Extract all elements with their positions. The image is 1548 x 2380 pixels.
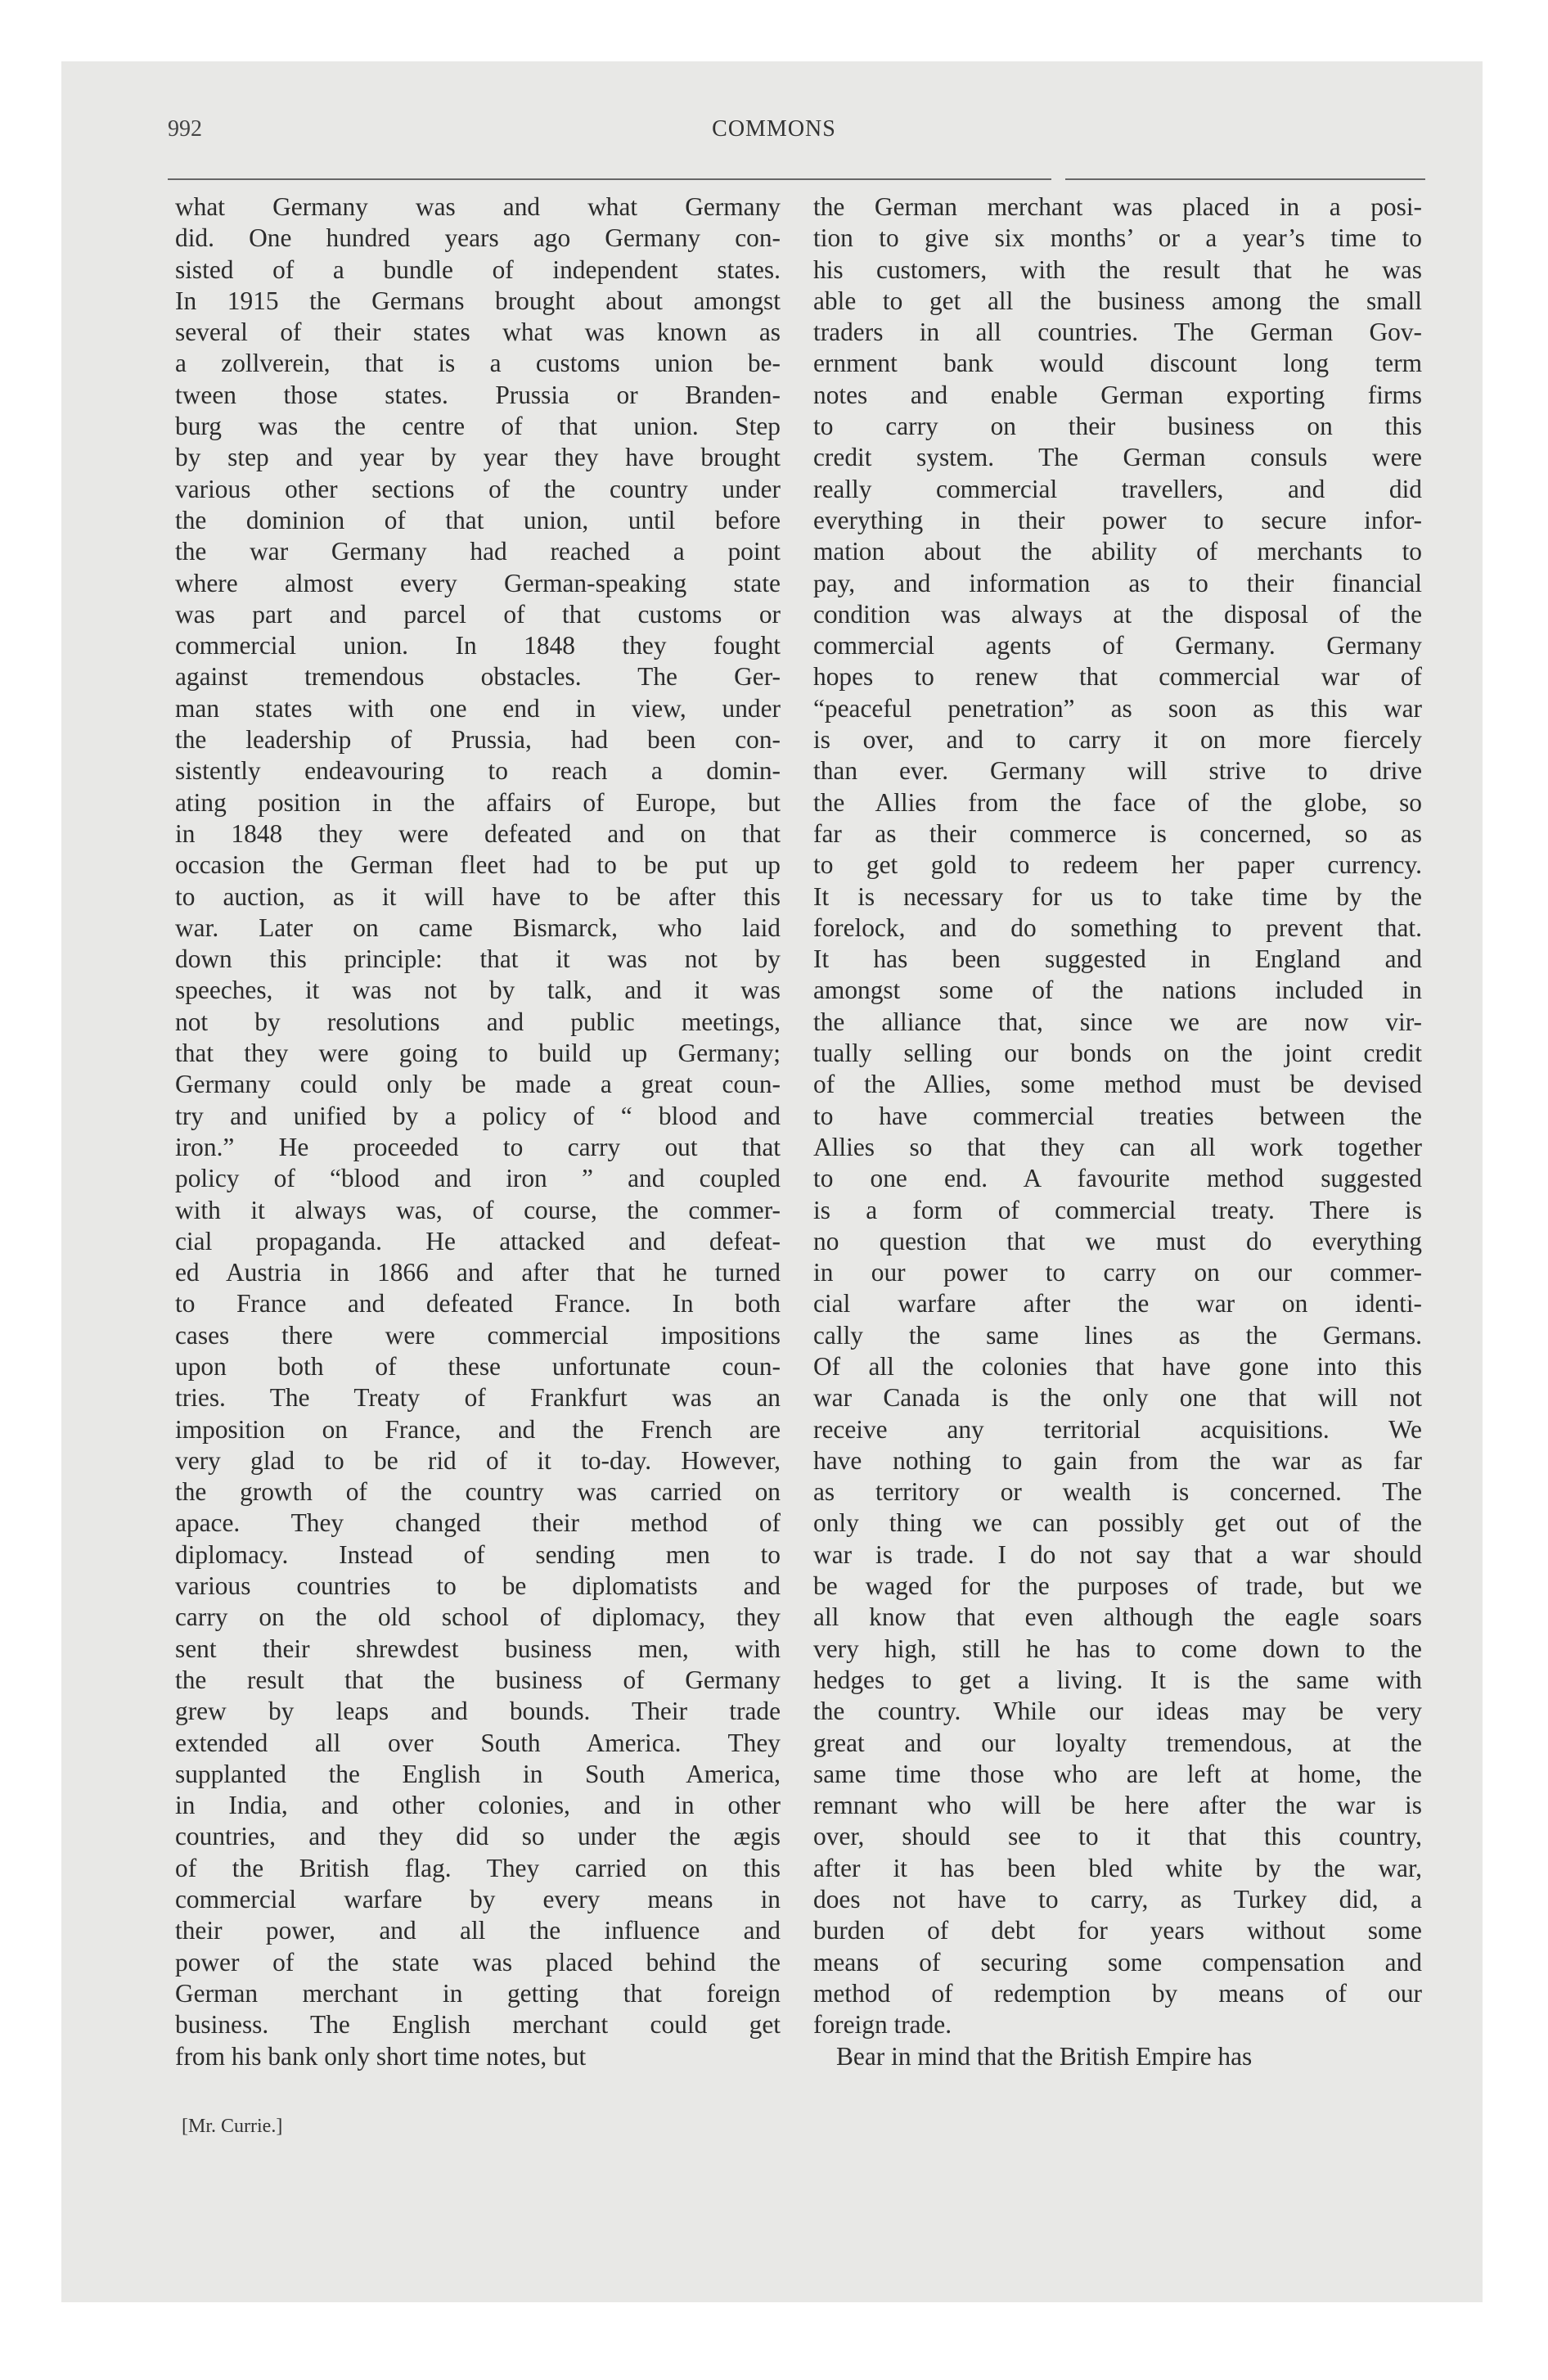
text-line: tries. The Treaty of Frankfurt was an	[175, 1383, 781, 1413]
text-line: “peaceful penetration” as soon as this war	[813, 693, 1422, 723]
page-header	[0, 0, 1548, 188]
text-line: the German merchant was placed in a posi-	[813, 192, 1422, 221]
text-line: ed Austria in 1866 and after that he turned	[175, 1258, 781, 1287]
text-line: iron.” He proceeded to carry out that	[175, 1132, 781, 1161]
page-title: COMMONS	[712, 116, 836, 142]
text-line: try and unified by a policy of “ blood and	[175, 1101, 781, 1130]
text-line: cial warfare after the war on identi-	[813, 1289, 1422, 1318]
text-line: after it has been bled white by the war,	[813, 1853, 1422, 1882]
right-text-column	[813, 192, 1422, 2072]
text-line: commercial union. In 1848 they fought	[175, 631, 781, 660]
text-line: a zollverein, that is a customs union be-	[175, 349, 781, 378]
text-line: countries, and they did so under the ægis	[175, 1822, 781, 1851]
text-line: no question that we must do everything	[813, 1226, 1422, 1255]
text-line: everything in their power to secure infor-	[813, 505, 1422, 534]
page-number: 992	[168, 116, 202, 142]
text-line: than ever. Germany will strive to drive	[813, 756, 1422, 786]
text-line: the country. While our ideas may be very	[813, 1697, 1422, 1726]
text-line: in our power to carry on our commer-	[813, 1258, 1422, 1287]
text-line: not by resolutions and public meetings,	[175, 1007, 781, 1036]
text-line: cases there were commercial impositions	[175, 1320, 781, 1350]
text-line: extended all over South America. They	[175, 1728, 781, 1757]
text-line: only thing we can possibly get out of the	[813, 1508, 1422, 1538]
text-line: amongst some of the nations included in	[813, 976, 1422, 1005]
text-line: In 1915 the Germans brought about amongst	[175, 286, 781, 315]
text-line: tween those states. Prussia or Branden-	[175, 380, 781, 409]
text-line: policy of “blood and iron ” and coupled	[175, 1164, 781, 1193]
text-line: notes and enable German exporting firms	[813, 380, 1422, 409]
text-line: the growth of the country was carried on	[175, 1477, 781, 1507]
text-line: really commercial travellers, and did	[813, 474, 1422, 503]
text-line: great and our loyalty tremendous, at the	[813, 1728, 1422, 1757]
text-line: is a form of commercial treaty. There is	[813, 1195, 1422, 1224]
text-line: cial propaganda. He attacked and defeat-	[175, 1226, 781, 1255]
text-line: have nothing to gain from the war as far	[813, 1445, 1422, 1475]
text-line: power of the state was placed behind the	[175, 1947, 781, 1977]
header-rule-right	[1065, 178, 1425, 180]
text-line: the Allies from the face of the globe, so	[813, 787, 1422, 817]
text-line: burg was the centre of that union. Step	[175, 412, 781, 441]
text-line: grew by leaps and bounds. Their trade	[175, 1697, 781, 1726]
text-line: the leadership of Prussia, had been con-	[175, 725, 781, 755]
text-line: mation about the ability of merchants to	[813, 537, 1422, 566]
text-line: receive any territorial acquisitions. We	[813, 1414, 1422, 1444]
text-line: Bear in mind that the British Empire has	[836, 2041, 1253, 2071]
text-line: down this principle: that it was not by	[175, 944, 781, 974]
text-line: their power, and all the influence and	[175, 1916, 781, 1945]
text-line: with it always was, of course, the commer-	[175, 1195, 781, 1224]
text-line: tion to give six months’ or a year’s time to	[813, 223, 1422, 253]
text-line: of the British flag. They carried on this	[175, 1853, 781, 1882]
text-line: in India, and other colonies, and in other	[175, 1791, 781, 1820]
text-line: of the Allies, some method must be devised	[813, 1070, 1422, 1099]
text-line: Germany could only be made a great coun-	[175, 1070, 781, 1099]
text-line: means of securing some compensation and	[813, 1947, 1422, 1977]
text-line: where almost every German-speaking state	[175, 568, 781, 597]
text-line: man states with one end in view, under	[175, 693, 781, 723]
text-line: be waged for the purposes of trade, but we	[813, 1571, 1422, 1601]
text-line: did. One hundred years ago Germany con-	[175, 223, 781, 253]
text-line: very high, still he has to come down to the	[813, 1634, 1422, 1663]
text-line: his customers, with the result that he was	[813, 255, 1422, 284]
text-line: supplanted the English in South America,	[175, 1759, 781, 1788]
text-line: able to get all the business among the small	[813, 286, 1422, 315]
text-line: war Canada is the only one that will not	[813, 1383, 1422, 1413]
text-line: sent their shrewdest business men, with	[175, 1634, 781, 1663]
text-line: German merchant in getting that foreign	[175, 1978, 781, 2008]
text-line: hopes to renew that commercial war of	[813, 662, 1422, 692]
text-line: as territory or wealth is concerned. The	[813, 1477, 1422, 1507]
text-line: all know that even although the eagle soars	[813, 1602, 1422, 1632]
text-line: Of all the colonies that have gone into this	[813, 1351, 1422, 1381]
text-line: in 1848 they were defeated and on that	[175, 818, 781, 848]
text-line: various countries to be diplomatists and	[175, 1571, 781, 1601]
text-line: forelock, and do something to prevent that.	[813, 913, 1422, 942]
text-line: business. The English merchant could get	[175, 2010, 781, 2040]
header-rule-left	[168, 178, 1051, 180]
text-line: foreign trade.	[813, 2010, 952, 2040]
text-line: to France and defeated France. In both	[175, 1289, 781, 1318]
text-line: pay, and information as to their financial	[813, 568, 1422, 597]
text-line: by step and year by year they have brought	[175, 443, 781, 472]
text-line: various other sections of the country under	[175, 474, 781, 503]
text-line: several of their states what was known as	[175, 318, 781, 347]
text-line: to carry on their business on this	[813, 412, 1422, 441]
text-line: upon both of these unfortunate coun-	[175, 1351, 781, 1381]
text-line: over, should see to it that this country,	[813, 1822, 1422, 1851]
left-text-column	[175, 192, 781, 2072]
text-line: It has been suggested in England and	[813, 944, 1422, 974]
text-line: It is necessary for us to take time by the	[813, 881, 1422, 911]
text-line: occasion the German fleet had to be put up	[175, 850, 781, 880]
text-line: is over, and to carry it on more fiercely	[813, 725, 1422, 755]
text-line: to have commercial treaties between the	[813, 1101, 1422, 1130]
text-line: war is trade. I do not say that a war should	[813, 1539, 1422, 1569]
text-line: against tremendous obstacles. The Ger-	[175, 662, 781, 692]
text-line: carry on the old school of diplomacy, they	[175, 1602, 781, 1632]
text-line: to one end. A favourite method suggested	[813, 1164, 1422, 1193]
text-line: diplomacy. Instead of sending men to	[175, 1539, 781, 1569]
text-line: from his bank only short time notes, but	[175, 2041, 587, 2071]
text-line: tually selling our bonds on the joint credit	[813, 1039, 1422, 1068]
text-line: does not have to carry, as Turkey did, a	[813, 1885, 1422, 1914]
text-line: the dominion of that union, until before	[175, 505, 781, 534]
text-line: sisted of a bundle of independent states.	[175, 255, 781, 284]
text-line: commercial warfare by every means in	[175, 1885, 781, 1914]
speaker-footnote: [Mr. Currie.]	[182, 2116, 283, 2137]
text-line: traders in all countries. The German Gov-	[813, 318, 1422, 347]
text-line: cally the same lines as the Germans.	[813, 1320, 1422, 1350]
text-line: imposition on France, and the French are	[175, 1414, 781, 1444]
text-line: ating position in the affairs of Europe, but	[175, 787, 781, 817]
text-line: speeches, it was not by talk, and it was	[175, 976, 781, 1005]
text-line: ernment bank would discount long term	[813, 349, 1422, 378]
text-line: far as their commerce is concerned, so as	[813, 818, 1422, 848]
text-line: to auction, as it will have to be after this	[175, 881, 781, 911]
text-line: apace. They changed their method of	[175, 1508, 781, 1538]
text-line: same time those who are left at home, the	[813, 1759, 1422, 1788]
text-line: war. Later on came Bismarck, who laid	[175, 913, 781, 942]
text-line: what Germany was and what Germany	[175, 192, 781, 221]
text-line: very glad to be rid of it to-day. However,	[175, 1445, 781, 1475]
text-line: the alliance that, since we are now vir-	[813, 1007, 1422, 1036]
text-line: sistently endeavouring to reach a domin-	[175, 756, 781, 786]
text-line: the war Germany had reached a point	[175, 537, 781, 566]
text-line: that they were going to build up Germany;	[175, 1039, 781, 1068]
text-line: burden of debt for years without some	[813, 1916, 1422, 1945]
text-line: the result that the business of Germany	[175, 1665, 781, 1694]
text-line: credit system. The German consuls were	[813, 443, 1422, 472]
text-line: to get gold to redeem her paper currency.	[813, 850, 1422, 880]
text-line: condition was always at the disposal of the	[813, 599, 1422, 629]
text-line: remnant who will be here after the war is	[813, 1791, 1422, 1820]
text-line: Allies so that they can all work together	[813, 1132, 1422, 1161]
text-line: was part and parcel of that customs or	[175, 599, 781, 629]
text-line: hedges to get a living. It is the same with	[813, 1665, 1422, 1694]
text-line: commercial agents of Germany. Germany	[813, 631, 1422, 660]
text-line: method of redemption by means of our	[813, 1978, 1422, 2008]
